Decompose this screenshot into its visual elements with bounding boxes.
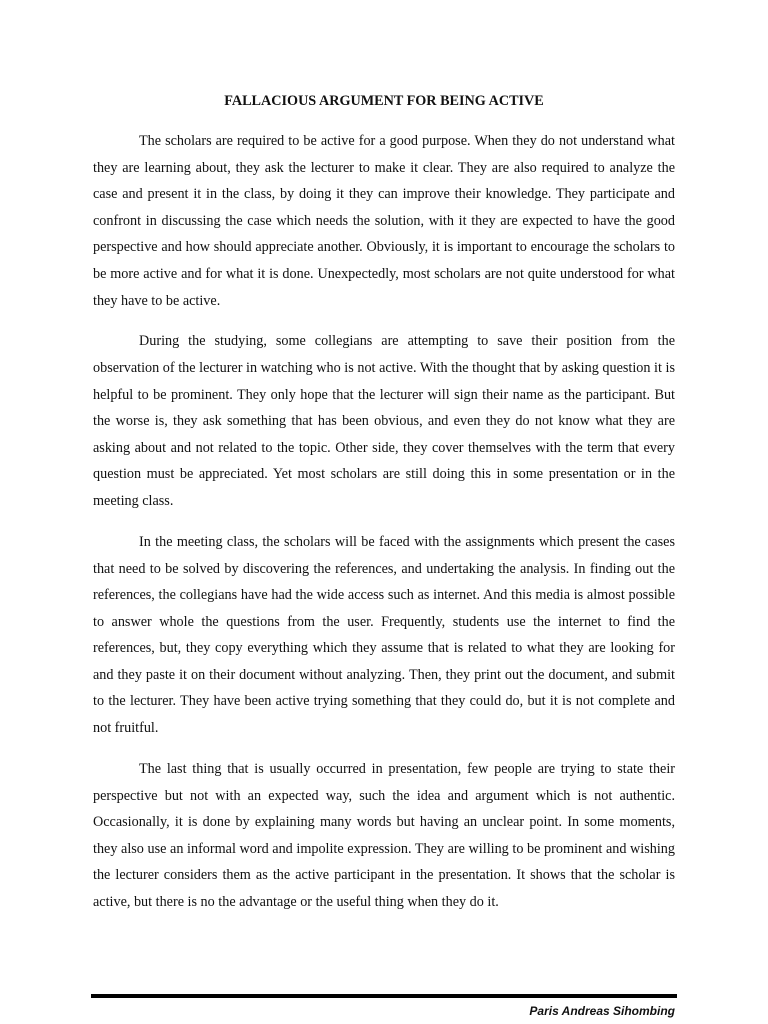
paragraph-4: The last thing that is usually occurred in presentation, few people are trying to state their perspective but not with an expected way, such the idea and argument which is not authentic. Occasionally, it is done by explaining many words but having an unclear point. In some moments, they also use an informal word and impolite expression. They are willing to be prominent and wishing the lecturer considers them as the active participant in the presentation. It shows that the scholar is active, but there is no the advantage or the useful thing when they do it.: [93, 760, 675, 910]
paragraph-3: In the meeting class, the scholars will be faced with the assignments which present the cases that need to be solved by discovering the references, and undertaking the analysis. In finding out the references, the collegians have had the wide access such as internet. And this media is almost possible to answer whole the questions from the user. Frequently, students use the internet to find the references, but, they copy everything which they assume that is related to what they are looking for and they paste it on their document without analyzing. Then, they print out the document, and submit to the lecturer. They have been active trying something that they could do, but it is not complete and not fruitful.: [93, 533, 675, 737]
document-body: [93, 128, 675, 930]
document-title: FALLACIOUS ARGUMENT FOR BEING ACTIVE: [224, 93, 544, 109]
footer-divider: [91, 994, 677, 998]
paragraph-1: The scholars are required to be active for a good purpose. When they do not understand what they are learning about, they ask the lecturer to make it clear. They are also required to analyze the case and present it in the class, by doing it they can improve their knowledge. They participate and confront in discussing the case which needs the solution, with it they are expected to have the good perspective and how should appreciate another. Obviously, it is important to encourage the scholars to be more active and for what it is done. Unexpectedly, most scholars are not quite understood for what they have to be active.: [93, 133, 675, 309]
paragraph-2: During the studying, some collegians are attempting to save their position from the observation of the lecturer in watching who is not active. With the thought that by asking question it is helpful to be prominent. They only hope that the lecturer will sign their name as the participant. But the worse is, they ask something that has been obvious, and even they do not know what they are asking about and not related to the topic. Other side, they cover themselves with the term that every question must be appreciated. Yet most scholars are still doing this in some presentation or in the meeting class.: [93, 333, 675, 510]
footer-author: Paris Andreas Sihombing: [529, 1004, 675, 1018]
